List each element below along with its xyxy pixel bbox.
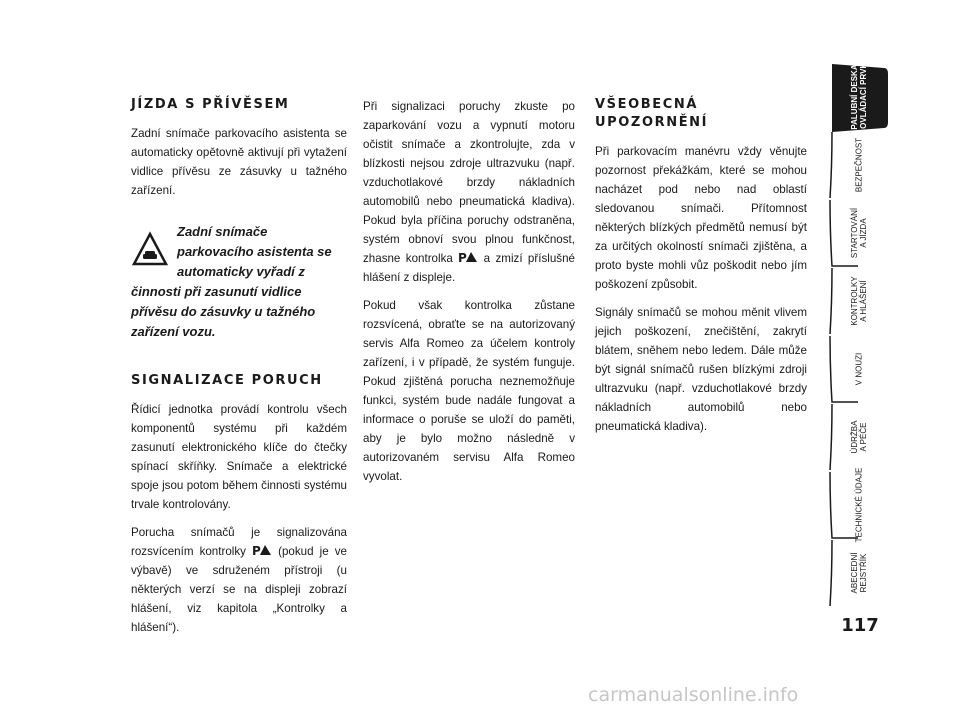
tab-label-l2: A JÍZDA xyxy=(859,218,868,248)
chapter-tab-bar xyxy=(828,57,890,614)
tab-label-l1: TECHNICKÉ ÚDAJE xyxy=(854,467,864,543)
paragraph-fault-service: Pokud však kontrolka zůstane rozsvícená, obraťte se na autorizovaný servis Alfa Romeo za účelem kontroly zařízení, i v případě, že systém funguje. Pokud zjištěná porucha neznemožňuje funkci, systém bude nadále fungovat a informace o poruše se uloží do paměti, aby je bylo možno následně v autorizovaném servisu Alfa Romeo vyvolat. xyxy=(363,299,575,483)
heading-general-warnings: VŠEOBECNÁ UPOZORNĚNÍ xyxy=(595,97,709,130)
tab-indicators-messages[interactable] xyxy=(828,268,890,334)
heading-trailer: JÍZDA S PŘÍVĚSEM xyxy=(131,97,290,112)
heading-fault-signaling: SIGNALIZACE PORUCH xyxy=(131,373,323,388)
tab-alphabetical-index[interactable] xyxy=(828,540,890,606)
svg-text:P: P xyxy=(458,251,468,263)
tab-label-l2: A HLÁŠENÍ xyxy=(859,280,868,322)
paragraph-fault-indicator xyxy=(131,523,347,637)
tab-maintenance-care[interactable] xyxy=(828,404,890,470)
warning-triangle-icon xyxy=(131,230,169,268)
paragraph-fault-indicator-b: (pokud je ve výbavě) ve sdruženém přístroji (u některých verzí se na displeji zobrazí hlášení, viz kapitola „Kontrolky a hlášení“). xyxy=(131,545,347,634)
tab-label-l2: REJSTŘÍK xyxy=(859,553,868,593)
column-right xyxy=(595,96,807,445)
paragraph-fault-indicator-a: Porucha snímačů je signalizována rozsvícením kontrolky xyxy=(131,526,347,558)
tab-label-l1: BEZPEČNOST xyxy=(854,137,864,193)
column-middle xyxy=(363,97,575,495)
warning-box xyxy=(131,222,347,342)
tab-emergency[interactable] xyxy=(828,336,890,402)
paragraph-fault-cleaning-b: a zmizí příslušné hlášení z displeje. xyxy=(363,252,575,284)
page-number: 117 xyxy=(841,615,879,636)
tab-label-l1: V NOUZI xyxy=(854,352,864,386)
paragraph-general-1: Při parkovacím manévru vždy věnujte pozornost překážkám, které se mohou nacházet pod nebo nad oblastí sledovanou snímači. Přítomnost některých blízkých předmětů nemusí být za určitých okolností snímači zjištěna, a proto byste mohli vůz poškodit nebo jím poškození způsobit. xyxy=(595,145,807,291)
column-left xyxy=(131,96,347,646)
tab-label-l2: A PÉČE xyxy=(859,422,868,452)
paragraph-fault-cleaning-a: Při signalizaci poruchy zkuste po zaparkování vozu a vypnutí motoru očistit snímače a zkontrolujte, zda v blízkosti nejsou zdroje ultrazvuku (např. vzduchotlakové brzdy nákladních automobilů nebo pneumatická kladiva). Pokud byla příčina poruchy odstraněna, systém obnoví svou plnou funkčnost, zhasne kontrolka xyxy=(363,100,575,265)
tab-starting-driving[interactable] xyxy=(828,200,890,266)
tab-label-l1: ÚDRŽBA xyxy=(850,420,859,454)
tab-label-l1: KONTROLKY xyxy=(850,276,859,326)
paragraph-general-2: Signály snímačů se mohou měnit vlivem jejich poškození, znečištění, zakrytí blátem, sněhem nebo ledem. Dále může být signál snímačů rušen blízkými zdroji ultrazvuku (např. vzduchotlakové brzdy nákladních automobilů nebo pneumatická kladiva). xyxy=(595,306,807,433)
paragraph-fault-control: Řídicí jednotka provádí kontrolu všech komponentů systému při každém zasunutí elektronického klíče do čtečky spínací skříňky. Snímače a elektrické spoje jsou potom během činnosti systému trvale kontrolovány. xyxy=(131,403,347,511)
paragraph-trailer: Zadní snímače parkovacího asistenta se automaticky opětovně aktivují při vytažení vidlice přívěsu ze zásuvky u tažného zařízení. xyxy=(131,127,347,197)
tab-dashboard-controls[interactable] xyxy=(828,57,890,137)
tab-technical-data[interactable] xyxy=(828,467,890,543)
tab-safety[interactable] xyxy=(828,132,890,198)
tab-label-l1: STARTOVÁNÍ xyxy=(850,207,859,259)
parking-sensor-warning-icon xyxy=(458,251,478,263)
parking-sensor-warning-icon xyxy=(252,544,272,556)
tab-label-l1: ABECEDNÍ xyxy=(850,552,859,594)
paragraph-fault-cleaning xyxy=(363,97,575,287)
tab-label-l2: A OVLÁDACÍ PRVKY xyxy=(859,57,868,137)
watermark: carmanualsonline.info xyxy=(588,684,799,706)
warning-text: Zadní snímače parkovacího asistenta se automaticky vyřadí z činnosti při zasunutí vidlice přívěsu do zásuvky u tažného zařízení vozu. xyxy=(131,224,332,339)
svg-text:P: P xyxy=(252,544,261,556)
tab-label-l1: PALUBNÍ DESKA xyxy=(850,64,859,130)
